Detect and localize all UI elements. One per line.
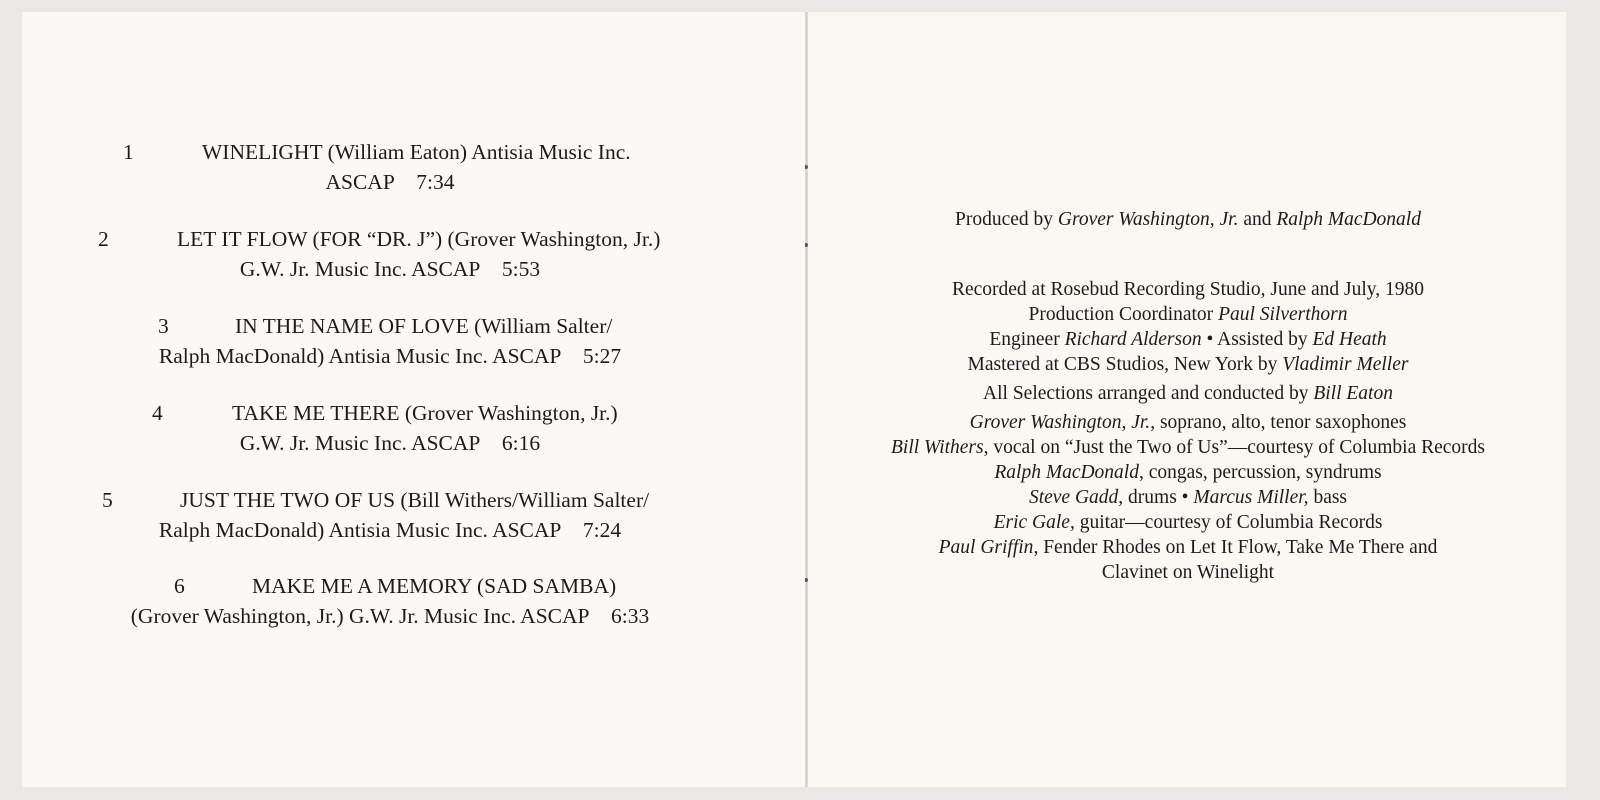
musician-credit: Paul Griffin, Fender Rhodes on Let It Flow, Take Me There and [938,537,1438,558]
musician-credit: Grover Washington, Jr., soprano, alto, tenor saxophones [969,412,1407,433]
track-number: 5 [102,488,113,512]
track-publisher: ASCAP 7:34 [325,170,455,194]
track-title: TAKE ME THERE (Grover Washington, Jr.) [232,401,618,425]
musician-credit: Ralph MacDonald, congas, percussion, syndrums [994,462,1382,483]
recording-credit: Recorded at Rosebud Recording Studio, June and July, 1980 [951,279,1425,300]
coordinator-credit: Production Coordinator Paul Silverthorn [1028,304,1348,325]
track-title: LET IT FLOW (FOR “DR. J”) (Grover Washington, Jr.) [177,227,661,251]
track-number: 6 [174,574,185,598]
track-publisher: G.W. Jr. Music Inc. ASCAP 6:16 [239,431,541,455]
track-publisher: Ralph MacDonald) Antisia Music Inc. ASCAP 7:24 [158,518,622,542]
track-number: 2 [98,227,109,251]
track-publisher: (Grover Washington, Jr.) G.W. Jr. Music Inc. ASCAP 6:33 [130,604,650,628]
left-page-tracklist [22,12,805,787]
musician-credit: Eric Gale, guitar—courtesy of Columbia Records [993,512,1383,533]
musician-credit: Bill Withers, vocal on “Just the Two of Us”—courtesy of Columbia Records [890,437,1486,458]
track-title: JUST THE TWO OF US (Bill Withers/William Salter/ [180,488,650,512]
producer-credit: Produced by Grover Washington, Jr. and Ralph MacDonald [955,209,1421,230]
mastering-credit: Mastered at CBS Studios, New York by Vladimir Meller [967,354,1409,375]
right-page-credits [808,12,1566,787]
track-title: WINELIGHT (William Eaton) Antisia Music Inc. [202,140,631,164]
track-title: MAKE ME A MEMORY (SAD SAMBA) [252,574,617,598]
engineer-credit: Engineer Richard Alderson • Assisted by Ed Heath [989,329,1387,350]
track-number: 4 [152,401,163,425]
track-number: 3 [158,314,169,338]
arranger-credit: All Selections arranged and conducted by Bill Eaton [983,383,1393,404]
track-publisher: G.W. Jr. Music Inc. ASCAP 5:53 [239,257,541,281]
credits-block [808,207,1568,585]
musician-credit-continued: Clavinet on Winelight [1101,562,1275,583]
track-title: IN THE NAME OF LOVE (William Salter/ [235,314,613,338]
track-number: 1 [123,140,134,164]
musician-credit: Steve Gadd, drums • Marcus Miller, bass [1028,487,1348,508]
track-publisher: Ralph MacDonald) Antisia Music Inc. ASCAP 5:27 [158,344,622,368]
